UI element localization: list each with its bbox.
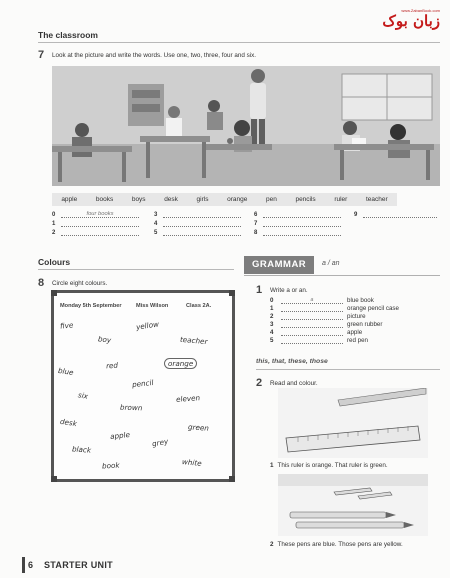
word-bank <box>52 193 397 206</box>
board-word[interactable]: desk <box>59 416 78 429</box>
board-class: Class 2A. <box>186 303 212 309</box>
board-corner <box>51 290 57 296</box>
answer-line-9: 9 <box>354 211 437 218</box>
classroom-illustration <box>52 66 440 186</box>
word-bank-item: orange <box>227 196 248 203</box>
board-word[interactable]: teacher <box>179 334 208 347</box>
board-word[interactable]: six <box>77 390 89 401</box>
board-word[interactable]: apple <box>109 429 131 442</box>
exercise-instruction-g1: Write a or an. <box>270 287 308 294</box>
board-word[interactable]: boy <box>97 334 112 345</box>
rulers-picture <box>278 388 428 458</box>
answer-line-1: 1 <box>52 220 139 227</box>
board-word[interactable]: black <box>71 444 92 455</box>
answer-line-0: 0 four books <box>52 211 139 218</box>
board-word[interactable]: grey <box>151 436 169 449</box>
word-bank-item: pencils <box>295 196 316 203</box>
section-title-classroom: The classroom <box>38 30 98 40</box>
caption-1: 1 This ruler is orange. That ruler is green. <box>270 462 388 469</box>
answer-line-5: 5 <box>154 229 241 236</box>
board-word[interactable]: blue <box>57 365 75 378</box>
exercise-number-7: 7 <box>38 49 45 61</box>
answer-field[interactable] <box>163 211 241 218</box>
answer-field[interactable] <box>163 229 241 236</box>
board-word[interactable]: book <box>101 460 120 471</box>
answer-line-4: 4 <box>154 220 241 227</box>
exercise-instruction-g2: Read and colour. <box>270 380 318 387</box>
unit-title: STARTER UNIT <box>44 560 113 570</box>
page-number: 6 <box>28 560 34 570</box>
grammar-item: 5 red pen <box>270 337 368 344</box>
classroom-picture <box>52 66 440 186</box>
answer-field[interactable] <box>281 338 343 344</box>
board-word[interactable]: yellow <box>135 319 160 332</box>
answer-field[interactable]: four books <box>61 211 139 218</box>
exercise-number-8: 8 <box>38 277 45 289</box>
section-divider <box>256 369 440 370</box>
caption-2: 2 These pens are blue. Those pens are yellow. <box>270 541 403 548</box>
board-corner <box>229 290 235 296</box>
board-word[interactable]: pencil <box>131 377 154 390</box>
section-title-colours: Colours <box>38 257 71 267</box>
grammar-item: 2 picture <box>270 313 366 320</box>
pens-illustration <box>278 474 428 536</box>
board-date: Monday 5th September <box>60 303 122 309</box>
answer-field[interactable] <box>163 220 241 227</box>
exercise-instruction-8: Circle eight colours. <box>52 280 108 287</box>
grammar-divider <box>244 275 440 276</box>
answer-field[interactable] <box>281 322 343 328</box>
answer-field[interactable] <box>263 220 341 227</box>
word-bank-item: desk <box>164 196 178 203</box>
board-teacher: Miss Wilson <box>136 303 169 309</box>
answer-line-6: 6 <box>254 211 341 218</box>
board-word[interactable]: five <box>59 320 74 331</box>
answer-line-3: 3 <box>154 211 241 218</box>
board-word[interactable]: white <box>181 456 203 469</box>
publisher-logo <box>378 8 440 38</box>
word-bank-item: books <box>95 196 114 203</box>
word-bank-item: girls <box>196 196 209 203</box>
board-word-circled[interactable]: orange <box>164 358 197 369</box>
grammar-badge: GRAMMAR <box>244 256 314 274</box>
board-word[interactable]: red <box>105 360 119 371</box>
answer-field[interactable] <box>61 220 139 227</box>
grammar-subheading: this, that, these, those <box>256 358 328 365</box>
grammar-item: 1 orange pencil case <box>270 305 399 312</box>
grammar-topic: a / an <box>322 260 340 267</box>
answer-field[interactable] <box>281 330 343 336</box>
word-bank-item: ruler <box>334 196 348 203</box>
answer-field[interactable] <box>363 211 437 218</box>
section-divider <box>38 42 440 43</box>
answer-field[interactable] <box>281 306 343 312</box>
board-corner <box>51 476 57 482</box>
logo-url: www.ZabanBook.com <box>401 8 440 13</box>
section-divider <box>38 269 234 270</box>
answer-field[interactable] <box>263 211 341 218</box>
grammar-item: 0 a blue book <box>270 297 374 304</box>
answer-line-8: 8 <box>254 229 341 236</box>
word-bank-item: apple <box>61 196 78 203</box>
logo-text: زبان بوک <box>382 12 440 30</box>
word-bank-item: teacher <box>365 196 388 203</box>
board-word[interactable]: brown <box>119 402 143 413</box>
answer-field[interactable] <box>263 229 341 236</box>
board-corner <box>229 476 235 482</box>
board-word[interactable]: eleven <box>175 393 201 404</box>
answer-line-2: 2 <box>52 229 139 236</box>
exercise-instruction-7: Look at the picture and write the words. Use one, two, three, four and six. <box>52 52 257 59</box>
rulers-illustration <box>278 388 428 458</box>
answer-field[interactable] <box>281 314 343 320</box>
footer-accent-bar <box>22 557 25 573</box>
word-bank-item: pen <box>265 196 277 203</box>
answer-field[interactable]: a <box>281 298 343 304</box>
answer-field[interactable] <box>61 229 139 236</box>
exercise-number-g1: 1 <box>256 284 263 296</box>
word-bank-item: boys <box>131 196 146 203</box>
whiteboard <box>51 290 235 482</box>
board-word[interactable]: green <box>187 422 210 433</box>
exercise-number-g2: 2 <box>256 377 263 389</box>
grammar-item: 4 apple <box>270 329 363 336</box>
pens-picture <box>278 474 428 536</box>
answer-line-7: 7 <box>254 220 341 227</box>
grammar-item: 3 green rubber <box>270 321 383 328</box>
